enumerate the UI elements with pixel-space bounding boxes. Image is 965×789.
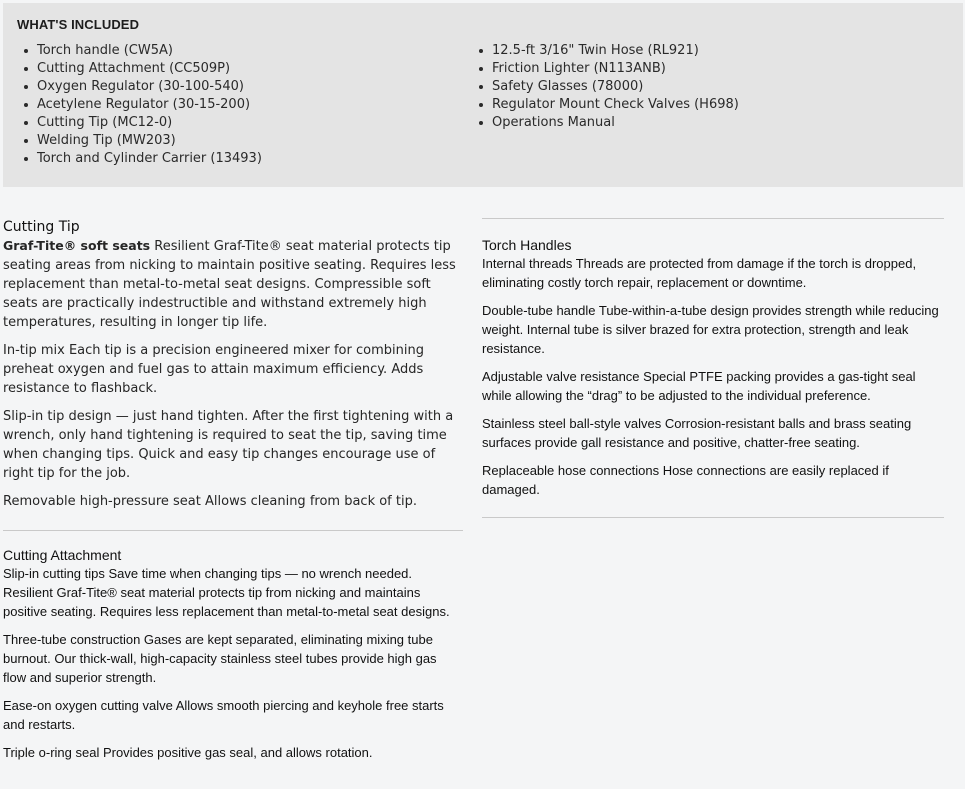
feature-paragraph	[482, 461, 944, 499]
feature-text: Threads are protected from damage if the torch is dropped, eliminating costly torch repair, replacement or downtime.	[482, 256, 917, 290]
feature-term: Double-tube handle	[482, 303, 596, 318]
feature-paragraph	[3, 341, 463, 398]
feature-paragraph	[482, 301, 944, 358]
cutting-attachment-title: Cutting Attachment	[3, 547, 122, 563]
list-item: Regulator Mount Check Valves (H698)	[476, 96, 739, 114]
torch-handles-section	[482, 236, 944, 499]
list-item: Torch and Cylinder Carrier (13493)	[21, 150, 262, 168]
feature-term: Adjustable valve resistance	[482, 369, 640, 384]
feature-text: Save time when changing tips — no wrench needed. Resilient Graf-Tite® seat material protects tip from nicking and maintains positive seating. Requires less replacement than metal-to-metal seat designs.	[3, 566, 450, 619]
feature-term: Triple o-ring seal	[3, 745, 100, 760]
feature-term: In-tip mix	[3, 343, 65, 358]
feature-term: Internal threads	[482, 256, 573, 271]
list-item: Acetylene Regulator (30-15-200)	[21, 96, 262, 114]
feature-text: Allows cleaning from back of tip.	[200, 494, 417, 509]
list-item: Friction Lighter (N113ANB)	[476, 60, 739, 78]
cutting-attachment-section	[3, 546, 463, 762]
feature-paragraph	[3, 564, 463, 621]
included-list-right	[476, 42, 739, 132]
feature-term: Ease-on oxygen cutting valve	[3, 698, 173, 713]
list-item: 12.5-ft 3/16" Twin Hose (RL921)	[476, 42, 739, 60]
feature-term: Removable high-pressure seat	[3, 494, 201, 509]
section-divider	[482, 218, 944, 219]
section-divider	[3, 530, 463, 531]
feature-term: Replaceable hose connections	[482, 463, 660, 478]
right-column	[482, 218, 944, 518]
torch-handles-title: Torch Handles	[482, 237, 572, 253]
included-list-left	[21, 42, 262, 168]
feature-text: — just hand tighten. After the first tightening with a wrench, only hand tightening is required to seat the tip, saving time when changing tips. Quick and easy tip changes encourage use of right tip for the job.	[3, 409, 454, 481]
feature-paragraph	[3, 743, 463, 762]
feature-paragraph	[3, 492, 463, 511]
feature-paragraph	[482, 367, 944, 405]
feature-term: Slip-in tip design	[3, 409, 112, 424]
feature-paragraph	[3, 630, 463, 687]
feature-text: Allows smooth piercing and keyhole free starts and restarts.	[3, 698, 444, 732]
feature-term: Three-tube construction	[3, 632, 141, 647]
list-item: Cutting Attachment (CC509P)	[21, 60, 262, 78]
feature-term: Graf-Tite® soft seats	[3, 238, 151, 253]
list-item: Safety Glasses (78000)	[476, 78, 739, 96]
feature-paragraph	[3, 236, 463, 332]
list-item: Welding Tip (MW203)	[21, 132, 262, 150]
feature-text: Corrosion-resistant balls and brass seating surfaces provide gall resistance and positive, chatter-free seating.	[482, 416, 912, 450]
feature-text: Special PTFE packing provides a gas-tight seal while allowing the “drag” to be adjusted to the individual preference.	[482, 369, 916, 403]
feature-text: Gases are kept separated, eliminating mixing tube burnout. Our thick-wall, high-capacity stainless steel tubes provide high gas flow and superior strength.	[3, 632, 437, 685]
feature-text: Provides positive gas seal, and allows rotation.	[99, 745, 373, 760]
feature-term: Slip-in cutting tips	[3, 566, 105, 581]
feature-text: Hose connections are easily replaced if damaged.	[482, 463, 889, 497]
list-item: Operations Manual	[476, 114, 739, 132]
whats-included-title: WHAT'S INCLUDED	[17, 17, 140, 32]
cutting-tip-title: Cutting Tip	[3, 219, 80, 235]
feature-text: Each tip is a precision engineered mixer for combining preheat oxygen and fuel gas to attain maximum efficiency. Adds resistance to flashback.	[3, 343, 424, 396]
feature-paragraph	[482, 414, 944, 452]
whats-included-panel	[3, 3, 963, 187]
feature-term: Stainless steel ball-style valves	[482, 416, 662, 431]
feature-text: Resilient Graf-Tite® seat material protects tip seating areas from nicking to maintain positive seating. Requires less replacement than metal-to-metal seat designs. Compressible soft seats are practically indestructible and withstand extremely high temperatures, resulting in longer tip life.	[3, 239, 456, 330]
feature-paragraph	[3, 696, 463, 734]
feature-paragraph	[3, 407, 463, 483]
feature-paragraph	[482, 254, 944, 292]
left-column	[3, 218, 463, 771]
section-divider	[482, 517, 944, 518]
list-item: Cutting Tip (MC12-0)	[21, 114, 262, 132]
cutting-tip-section	[3, 218, 463, 511]
list-item: Torch handle (CW5A)	[21, 42, 262, 60]
feature-text: Tube-within-a-tube design provides strength while reducing weight. Internal tube is silver brazed for extra protection, strength and leak resistance.	[482, 303, 939, 356]
list-item: Oxygen Regulator (30-100-540)	[21, 78, 262, 96]
